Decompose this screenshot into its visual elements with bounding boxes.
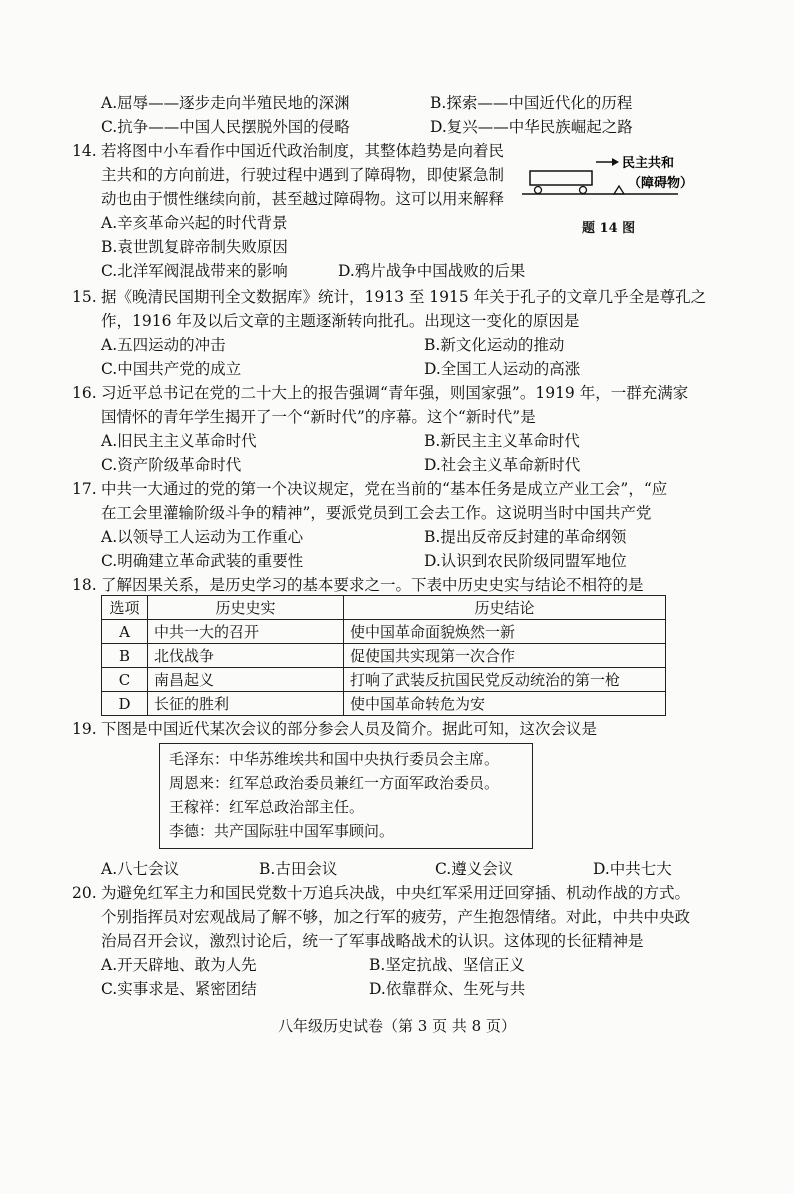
q19-option-a: A.八七会议 bbox=[101, 860, 180, 878]
q14-stem-line-2: 主共和的方向前进，行驶过程中遇到了障碍物，即使紧急制 bbox=[101, 166, 505, 184]
table-cell-conclusion: 使中国革命转危为安 bbox=[344, 692, 666, 716]
q19-option-d: D.中共七大 bbox=[593, 860, 672, 878]
q16-stem-line-1: 习近平总书记在党的二十大上的报告强调“青年强，则国家强”。1919 年，一群充满家 bbox=[101, 384, 689, 402]
arrow-head-icon bbox=[612, 158, 619, 166]
table-row bbox=[102, 668, 666, 692]
q17-option-b: B.提出反帝反封建的革命纲领 bbox=[424, 528, 627, 546]
q17-stem-line-1: 中共一大通过的党的第一个决议规定，党在当前的“基本任务是成立产业工会”，“应 bbox=[101, 480, 668, 498]
q18-stem: 了解因果关系，是历史学习的基本要求之一。下表中历史史实与结论不相符的是 bbox=[101, 576, 644, 594]
q20-stem-line-1: 为避免红军主力和国民党数十万追兵决战，中央红军采用迂回穿插、机动作战的方式。 bbox=[101, 884, 691, 902]
figure-caption: 题 14 图 bbox=[582, 221, 636, 236]
question-number: 19. bbox=[72, 720, 97, 738]
table-cell-fact: 中共一大的召开 bbox=[148, 620, 344, 644]
q13-option-a: A.屈辱——逐步走向半殖民地的深渊 bbox=[101, 94, 350, 112]
table-header-cell: 历史结论 bbox=[344, 596, 666, 620]
q15-option-a: A.五四运动的冲击 bbox=[101, 336, 226, 354]
q17-option-a: A.以领导工人运动为工作重心 bbox=[101, 528, 304, 546]
attendee-line: 毛泽东：中华苏维埃共和国中央执行委员会主席。 bbox=[169, 750, 500, 768]
table-cell-option: B bbox=[102, 644, 148, 668]
q15-option-d: D.全国工人运动的高涨 bbox=[424, 360, 581, 378]
table-cell-conclusion: 促使国共实现第一次合作 bbox=[344, 644, 666, 668]
q15-option-b: B.新文化运动的推动 bbox=[424, 336, 565, 354]
q20-option-d: D.依靠群众、生死与共 bbox=[369, 980, 526, 998]
page-footer: 八年级历史试卷（第 3 页 共 8 页） bbox=[278, 1017, 516, 1035]
table-header-row bbox=[102, 596, 666, 620]
q14-stem-line-1: 若将图中小车看作中国近代政治制度，其整体趋势是向着民 bbox=[101, 142, 505, 160]
question-number: 20. bbox=[72, 884, 97, 902]
q16-option-b: B.新民主主义革命时代 bbox=[424, 432, 580, 450]
table-cell-option: A bbox=[102, 620, 148, 644]
q13-option-d: D.复兴——中华民族崛起之路 bbox=[430, 118, 633, 136]
obstacle-label: （障碍物） bbox=[628, 176, 694, 191]
question-number: 14. bbox=[72, 142, 97, 160]
cart-body bbox=[530, 171, 592, 185]
q16-option-a: A.旧民主主义革命时代 bbox=[101, 432, 257, 450]
table-header-cell: 历史史实 bbox=[148, 596, 344, 620]
q15-option-c: C.中国共产党的成立 bbox=[101, 360, 242, 378]
table-cell-fact: 南昌起义 bbox=[148, 668, 344, 692]
q20-stem-line-3: 治局召开会议，激烈讨论后，统一了军事战略战术的认识。这体现的长征精神是 bbox=[101, 932, 644, 950]
q13-option-b: B.探索——中国近代化的历程 bbox=[430, 94, 633, 112]
table-cell-fact: 北伐战争 bbox=[148, 644, 344, 668]
table-cell-fact: 长征的胜利 bbox=[148, 692, 344, 716]
q20-option-b: B.坚定抗战、坚信正义 bbox=[369, 956, 525, 974]
cart-wheel bbox=[580, 187, 587, 194]
cart-diagram bbox=[520, 150, 720, 210]
cause-effect-table bbox=[101, 595, 666, 716]
attendee-box bbox=[159, 743, 533, 849]
table-cell-conclusion: 打响了武装反抗国民党反动统治的第一枪 bbox=[344, 668, 666, 692]
q14-option-d: D.鸦片战争中国战败的后果 bbox=[338, 262, 526, 280]
q20-option-a: A.开天辟地、敢为人先 bbox=[101, 956, 257, 974]
question-number: 15. bbox=[72, 288, 97, 306]
q14-option-a: A.辛亥革命兴起的时代背景 bbox=[101, 214, 288, 232]
attendee-line: 周恩来：红军总政治委员兼红一方面军政治委员。 bbox=[169, 774, 500, 792]
table-cell-conclusion: 使中国革命面貌焕然一新 bbox=[344, 620, 666, 644]
cart-wheel bbox=[535, 187, 542, 194]
table-cell-option: C bbox=[102, 668, 148, 692]
q14-option-b: B.袁世凯复辟帝制失败原因 bbox=[101, 238, 288, 256]
q19-option-b: B.古田会议 bbox=[259, 860, 338, 878]
attendee-line: 李德：共产国际驻中国军事顾问。 bbox=[169, 822, 395, 840]
table-row bbox=[102, 692, 666, 716]
q13-option-c: C.抗争——中国人民摆脱外国的侵略 bbox=[101, 118, 350, 136]
q15-stem-line-1: 据《晚清民国期刊全文数据库》统计，1913 至 1915 年关于孔子的文章几乎全是尊孔之 bbox=[101, 288, 707, 306]
q17-option-c: C.明确建立革命武装的重要性 bbox=[101, 552, 304, 570]
q17-option-d: D.认识到农民阶级同盟军地位 bbox=[424, 552, 627, 570]
q16-option-c: C.资产阶级革命时代 bbox=[101, 456, 242, 474]
q15-stem-line-2: 作，1916 年及以后文章的主题逐渐转向批孔。出现这一变化的原因是 bbox=[101, 312, 580, 330]
question-number: 16. bbox=[72, 384, 97, 402]
attendee-line: 王稼祥：红军总政治部主任。 bbox=[169, 798, 365, 816]
q14-option-c: C.北洋军阀混战带来的影响 bbox=[101, 262, 288, 280]
q19-stem: 下图是中国近代某次会议的部分参会人员及简介。据此可知，这次会议是 bbox=[101, 720, 598, 738]
q20-option-c: C.实事求是、紧密团结 bbox=[101, 980, 257, 998]
q20-stem-line-2: 个别指挥员对宏观战局了解不够，加之行军的疲劳，产生抱怨情绪。对此，中共中央政 bbox=[101, 908, 691, 926]
q16-stem-line-2: 国情怀的青年学生揭开了一个“新时代”的序幕。这个“新时代”是 bbox=[101, 408, 536, 426]
obstacle-triangle bbox=[614, 186, 624, 194]
table-cell-option: D bbox=[102, 692, 148, 716]
q16-option-d: D.社会主义革命新时代 bbox=[424, 456, 581, 474]
table-row bbox=[102, 620, 666, 644]
question-number: 17. bbox=[72, 480, 97, 498]
q17-stem-line-2: 在工会里灌输阶级斗争的精神”，要派党员到工会去工作。这说明当时中国共产党 bbox=[101, 504, 652, 522]
q19-option-c: C.遵义会议 bbox=[435, 860, 514, 878]
table-header-cell: 选项 bbox=[102, 596, 148, 620]
table-row bbox=[102, 644, 666, 668]
arrow-label: 民主共和 bbox=[622, 156, 675, 171]
q14-stem-line-3: 动也由于惯性继续向前，甚至越过障碍物。这可以用来解释 bbox=[101, 190, 505, 208]
question-number: 18. bbox=[72, 576, 97, 594]
